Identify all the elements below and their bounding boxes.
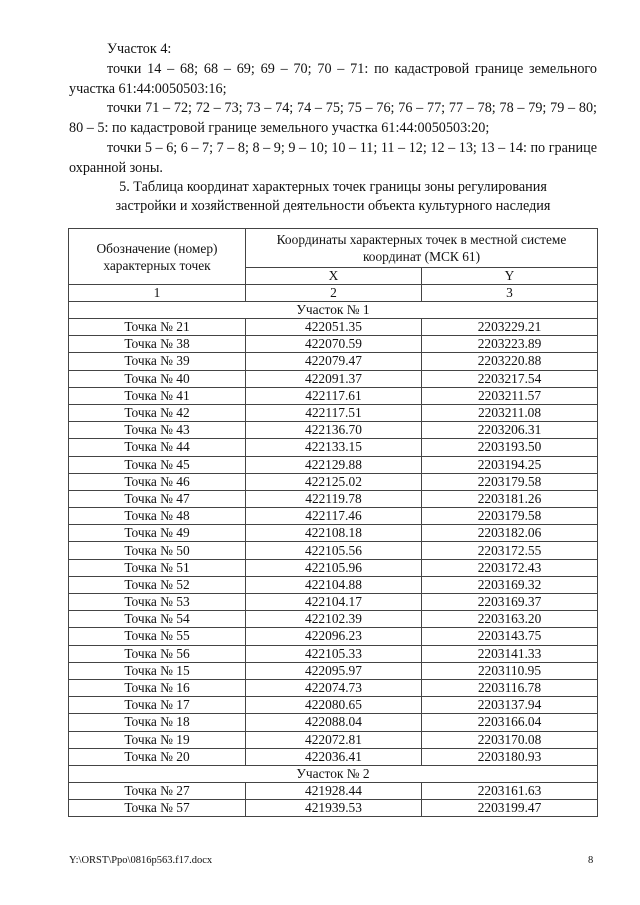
paragraph-3: точки 5 – 6; 6 – 7; 7 – 8; 8 – 9; 9 – 10; 10 – 11; 11 – 12; 12 – 13; 13 – 14: по границе охранной зоны. xyxy=(69,139,597,176)
table-row xyxy=(69,370,598,387)
y-coordinate-cell: 2203179.58 xyxy=(422,508,598,525)
table-row xyxy=(69,645,598,662)
table-row xyxy=(69,439,598,456)
header-y: Y xyxy=(422,268,598,285)
table-row xyxy=(69,404,598,421)
point-name-cell: Точка № 16 xyxy=(69,679,246,696)
y-coordinate-cell: 2203116.78 xyxy=(422,679,598,696)
point-name-cell: Точка № 51 xyxy=(69,559,246,576)
x-coordinate-cell: 422136.70 xyxy=(246,422,422,439)
table-row xyxy=(69,525,598,542)
y-coordinate-cell: 2203182.06 xyxy=(422,525,598,542)
y-coordinate-cell: 2203172.43 xyxy=(422,559,598,576)
point-name-cell: Точка № 48 xyxy=(69,508,246,525)
y-coordinate-cell: 2203169.37 xyxy=(422,594,598,611)
column-number: 2 xyxy=(246,285,422,302)
column-number: 1 xyxy=(69,285,246,302)
table-row xyxy=(69,456,598,473)
table-row xyxy=(69,387,598,404)
y-coordinate-cell: 2203199.47 xyxy=(422,800,598,817)
page-number: 8 xyxy=(588,855,594,866)
table-row xyxy=(69,594,598,611)
point-name-cell: Точка № 21 xyxy=(69,319,246,336)
table-row xyxy=(69,490,598,507)
column-number-row xyxy=(69,285,598,302)
y-coordinate-cell: 2203193.50 xyxy=(422,439,598,456)
y-coordinate-cell: 2203223.89 xyxy=(422,336,598,353)
y-coordinate-cell: 2203169.32 xyxy=(422,576,598,593)
y-coordinate-cell: 2203110.95 xyxy=(422,662,598,679)
x-coordinate-cell: 422105.96 xyxy=(246,559,422,576)
section-row xyxy=(69,302,598,319)
table-row xyxy=(69,800,598,817)
table-row xyxy=(69,628,598,645)
point-name-cell: Точка № 54 xyxy=(69,611,246,628)
x-coordinate-cell: 422133.15 xyxy=(246,439,422,456)
y-coordinate-cell: 2203206.31 xyxy=(422,422,598,439)
point-name-cell: Точка № 57 xyxy=(69,800,246,817)
y-coordinate-cell: 2203163.20 xyxy=(422,611,598,628)
y-coordinate-cell: 2203166.04 xyxy=(422,714,598,731)
y-coordinate-cell: 2203161.63 xyxy=(422,782,598,799)
x-coordinate-cell: 422095.97 xyxy=(246,662,422,679)
x-coordinate-cell: 422129.88 xyxy=(246,456,422,473)
x-coordinate-cell: 421928.44 xyxy=(246,782,422,799)
caption-line-1: 5. Таблица координат характерных точек границы зоны регулирования xyxy=(119,179,547,195)
y-coordinate-cell: 2203172.55 xyxy=(422,542,598,559)
x-coordinate-cell: 422125.02 xyxy=(246,473,422,490)
point-name-cell: Точка № 40 xyxy=(69,370,246,387)
x-coordinate-cell: 422036.41 xyxy=(246,748,422,765)
point-name-cell: Точка № 49 xyxy=(69,525,246,542)
table-row xyxy=(69,714,598,731)
table-row xyxy=(69,559,598,576)
x-coordinate-cell: 422072.81 xyxy=(246,731,422,748)
x-coordinate-cell: 422104.17 xyxy=(246,594,422,611)
point-name-cell: Точка № 46 xyxy=(69,473,246,490)
table-row xyxy=(69,679,598,696)
table-row xyxy=(69,542,598,559)
x-coordinate-cell: 422105.56 xyxy=(246,542,422,559)
x-coordinate-cell: 422105.33 xyxy=(246,645,422,662)
y-coordinate-cell: 2203179.58 xyxy=(422,473,598,490)
table-row xyxy=(69,697,598,714)
x-coordinate-cell: 422074.73 xyxy=(246,679,422,696)
section-title: Участок № 1 xyxy=(69,302,598,319)
y-coordinate-cell: 2203211.08 xyxy=(422,404,598,421)
table-row xyxy=(69,662,598,679)
point-name-cell: Точка № 45 xyxy=(69,456,246,473)
footer-file-path: Y:\ORST\Ppo\0816p563.f17.docx xyxy=(69,855,213,866)
point-name-cell: Точка № 15 xyxy=(69,662,246,679)
table-header-row xyxy=(69,229,598,268)
y-coordinate-cell: 2203143.75 xyxy=(422,628,598,645)
y-coordinate-cell: 2203181.26 xyxy=(422,490,598,507)
table-row xyxy=(69,508,598,525)
section-title: Участок № 2 xyxy=(69,765,598,782)
table-row xyxy=(69,319,598,336)
table-row xyxy=(69,336,598,353)
x-coordinate-cell: 422079.47 xyxy=(246,353,422,370)
point-name-cell: Точка № 20 xyxy=(69,748,246,765)
x-coordinate-cell: 422051.35 xyxy=(246,319,422,336)
column-number: 3 xyxy=(422,285,598,302)
table-caption xyxy=(69,178,597,216)
header-point-name: Обозначение (номер) характерных точек xyxy=(69,229,246,285)
point-name-cell: Точка № 44 xyxy=(69,439,246,456)
y-coordinate-cell: 2203180.93 xyxy=(422,748,598,765)
y-coordinate-cell: 2203211.57 xyxy=(422,387,598,404)
y-coordinate-cell: 2203170.08 xyxy=(422,731,598,748)
x-coordinate-cell: 422108.18 xyxy=(246,525,422,542)
y-coordinate-cell: 2203137.94 xyxy=(422,697,598,714)
point-name-cell: Точка № 56 xyxy=(69,645,246,662)
point-name-cell: Точка № 52 xyxy=(69,576,246,593)
point-name-cell: Точка № 43 xyxy=(69,422,246,439)
point-name-cell: Точка № 50 xyxy=(69,542,246,559)
table-row xyxy=(69,473,598,490)
table-row xyxy=(69,731,598,748)
table-row xyxy=(69,353,598,370)
paragraph-2: точки 71 – 72; 72 – 73; 73 – 74; 74 – 75; 75 – 76; 76 – 77; 77 – 78; 78 – 79; 79 – 80; 80 – 5: по кадастровой границе земельного участка 61:44:0050503:20; xyxy=(69,100,597,137)
section-heading: Участок 4: xyxy=(107,41,172,57)
x-coordinate-cell: 422091.37 xyxy=(246,370,422,387)
x-coordinate-cell: 422096.23 xyxy=(246,628,422,645)
x-coordinate-cell: 422117.51 xyxy=(246,404,422,421)
y-coordinate-cell: 2203141.33 xyxy=(422,645,598,662)
table-row xyxy=(69,611,598,628)
x-coordinate-cell: 422080.65 xyxy=(246,697,422,714)
x-coordinate-cell: 422104.88 xyxy=(246,576,422,593)
table-row xyxy=(69,782,598,799)
header-x: X xyxy=(246,268,422,285)
x-coordinate-cell: 422102.39 xyxy=(246,611,422,628)
x-coordinate-cell: 422070.59 xyxy=(246,336,422,353)
paragraph-1: точки 14 – 68; 68 – 69; 69 – 70; 70 – 71: по кадастровой границе земельного участка 61:44:0050503:16; xyxy=(69,60,597,97)
x-coordinate-cell: 422117.46 xyxy=(246,508,422,525)
y-coordinate-cell: 2203229.21 xyxy=(422,319,598,336)
point-name-cell: Точка № 55 xyxy=(69,628,246,645)
caption-line-2: застройки и хозяйственной деятельности объекта культурного наследия xyxy=(115,198,551,214)
x-coordinate-cell: 421939.53 xyxy=(246,800,422,817)
y-coordinate-cell: 2203217.54 xyxy=(422,370,598,387)
y-coordinate-cell: 2203194.25 xyxy=(422,456,598,473)
point-name-cell: Точка № 41 xyxy=(69,387,246,404)
point-name-cell: Точка № 38 xyxy=(69,336,246,353)
section-row xyxy=(69,765,598,782)
table-row xyxy=(69,422,598,439)
table-row xyxy=(69,576,598,593)
table-row xyxy=(69,748,598,765)
header-coordinates: Координаты характерных точек в местной системе координат (МСК 61) xyxy=(246,229,598,268)
point-name-cell: Точка № 42 xyxy=(69,404,246,421)
point-name-cell: Точка № 53 xyxy=(69,594,246,611)
x-coordinate-cell: 422119.78 xyxy=(246,490,422,507)
point-name-cell: Точка № 27 xyxy=(69,782,246,799)
point-name-cell: Точка № 18 xyxy=(69,714,246,731)
y-coordinate-cell: 2203220.88 xyxy=(422,353,598,370)
point-name-cell: Точка № 39 xyxy=(69,353,246,370)
x-coordinate-cell: 422117.61 xyxy=(246,387,422,404)
x-coordinate-cell: 422088.04 xyxy=(246,714,422,731)
intro-text xyxy=(69,40,597,179)
coordinates-table xyxy=(68,228,598,817)
point-name-cell: Точка № 47 xyxy=(69,490,246,507)
point-name-cell: Точка № 19 xyxy=(69,731,246,748)
point-name-cell: Точка № 17 xyxy=(69,697,246,714)
